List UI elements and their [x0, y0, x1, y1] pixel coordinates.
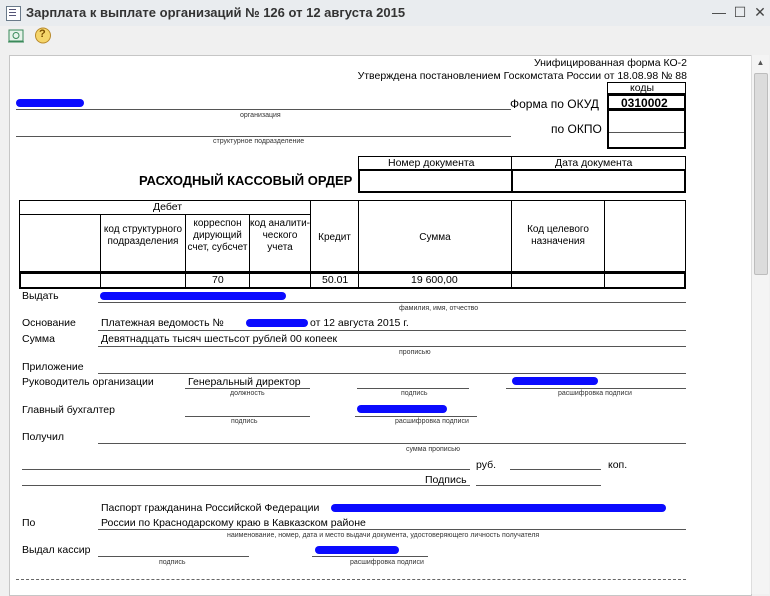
signature-label: Подпись: [425, 474, 467, 486]
vertical-scrollbar[interactable]: [751, 55, 769, 594]
redacted-head-name: [512, 377, 598, 385]
position-caption: должность: [230, 390, 265, 397]
attachment-label: Приложение: [22, 361, 84, 373]
accountant-signature-caption: подпись: [231, 418, 258, 425]
col-line-7: [604, 201, 605, 271]
redacted-recipient: [100, 292, 286, 300]
accounting-table: [19, 200, 686, 272]
passport-line2: России по Краснодарскому краю в Кавказском районе: [101, 517, 366, 529]
col-purpose-code: Код целевого назначения: [527, 224, 589, 247]
cashier-decoding-line: [312, 556, 428, 557]
okpo-label: по ОКПО: [551, 122, 602, 136]
okud-value: 0310002: [621, 96, 668, 110]
accountant-decoding-caption: расшифровка подписи: [395, 418, 469, 425]
maximize-button[interactable]: ☐: [733, 4, 747, 20]
passport-caption: наименование, номер, дата и место выдачи документа, удостоверяющего личность получателя: [227, 532, 540, 539]
redacted-statement-number: [246, 319, 308, 327]
col-corr-account: корреспон дирующий счет, субсчет: [187, 218, 248, 253]
vcol-1: [100, 274, 101, 287]
received-signature-line: [476, 485, 601, 486]
okud-label: Форма по ОКУД: [510, 97, 599, 111]
accountant-label: Главный бухгалтер: [22, 404, 115, 416]
issue-label: Выдать: [22, 290, 59, 302]
document-icon: [6, 6, 21, 21]
vcol-3: [249, 274, 250, 287]
help-button[interactable]: [34, 27, 52, 44]
attachment-line: [98, 373, 686, 374]
col-credit: Кредит: [318, 232, 351, 243]
received-label: Получил: [22, 431, 64, 443]
basis-value-tail: от 12 августа 2015 г.: [310, 317, 409, 329]
window-title: Зарплата к выплате организаций № 126 от 12 августа 2015: [26, 5, 406, 20]
head-position: Генеральный директор: [188, 376, 301, 388]
redacted-accountant-name: [357, 405, 447, 413]
col-analytic-code: код аналити- ческого учета: [250, 218, 311, 253]
debit-header: Дебет: [153, 201, 183, 213]
issue-line: [98, 302, 686, 303]
cashier-label: Выдал кассир: [22, 544, 91, 556]
in-words-caption: прописью: [399, 349, 431, 356]
sum-label: Сумма: [22, 333, 55, 345]
okpo-divider: [609, 132, 684, 133]
head-signature-line: [357, 388, 469, 389]
codes-header: коды: [630, 82, 654, 94]
by-label: По: [22, 517, 36, 529]
print-preview-icon[interactable]: [7, 27, 25, 44]
head-decoding-line: [506, 388, 686, 389]
head-decoding-caption: расшифровка подписи: [558, 390, 632, 397]
doc-values-divider: [511, 171, 513, 191]
vcol-5: [358, 274, 359, 287]
basis-line: [98, 330, 686, 331]
help-icon: ?: [39, 28, 46, 40]
vcol-7: [604, 274, 605, 287]
cut-line: [16, 579, 686, 580]
approval-label: Утверждена постановлением Госкомстата России от 18.08.98 № 88: [357, 70, 687, 82]
accountant-signature-line: [185, 416, 310, 417]
scrollbar-thumb[interactable]: [754, 73, 768, 275]
subdivision-line: [16, 136, 511, 137]
vcol-2: [185, 274, 186, 287]
debit-underline: [20, 214, 310, 215]
basis-label: Основание: [22, 317, 76, 329]
redacted-organization: [16, 99, 84, 107]
head-signature-caption: подпись: [401, 390, 428, 397]
received-line-3: [22, 485, 470, 486]
organization-line: [16, 109, 511, 110]
unified-form-label: Унифицированная форма КО-2: [533, 57, 687, 69]
fio-caption: фамилия, имя, отчество: [399, 305, 479, 312]
rub-label: руб.: [476, 459, 497, 471]
document-title: РАСХОДНЫЙ КАССОВЫЙ ОРДЕР: [139, 173, 353, 188]
basis-value: Платежная ведомость №: [101, 317, 224, 329]
subdivision-caption: структурное подразделение: [213, 138, 305, 145]
doc-date-header: Дата документа: [555, 157, 633, 169]
okpo-cell: [607, 110, 686, 149]
sum-in-words-caption: сумма прописью: [406, 446, 461, 453]
toolbar: [0, 26, 770, 46]
received-line-2: [22, 469, 470, 470]
corr-account-value: 70: [212, 274, 224, 286]
scroll-up-icon[interactable]: ▲: [756, 58, 765, 67]
printable-sheet: [9, 55, 752, 596]
col-subdiv-code: код структурного подразделения: [103, 224, 183, 247]
doc-number-header: Номер документа: [388, 157, 475, 169]
doc-values-row: [358, 169, 686, 193]
redacted-cashier-name: [315, 546, 399, 554]
okud-cell: [607, 94, 686, 110]
title-bar: [0, 0, 770, 27]
cashier-signature-line: [98, 556, 249, 557]
codes-header-cell: [607, 82, 686, 94]
rub-line: [510, 469, 601, 470]
cashier-signature-caption: подпись: [159, 559, 186, 566]
head-label: Руководитель организации: [22, 376, 154, 388]
sum-words: Девятнадцать тысяч шестьсот рублей 00 копеек: [101, 333, 338, 345]
close-button[interactable]: ✕: [754, 4, 766, 20]
redacted-passport-details: [331, 504, 666, 512]
accountant-decoding-line: [355, 416, 477, 417]
vcol-6: [511, 274, 512, 287]
organization-caption: организация: [240, 112, 281, 119]
vcol-4: [310, 274, 311, 287]
sum-line: [98, 346, 686, 347]
passport-line: [98, 529, 686, 530]
head-position-line: [185, 388, 310, 389]
col-sum: Сумма: [419, 232, 451, 243]
credit-value: 50.01: [322, 274, 349, 286]
table-values-row: [19, 272, 686, 289]
minimize-button[interactable]: —: [712, 4, 726, 20]
cashier-decoding-caption: расшифровка подписи: [350, 559, 424, 566]
passport-line1: Паспорт гражданина Российской Федерации: [101, 502, 320, 514]
kop-label: коп.: [608, 459, 628, 471]
received-line: [98, 443, 686, 444]
sum-value: 19 600,00: [411, 274, 458, 286]
